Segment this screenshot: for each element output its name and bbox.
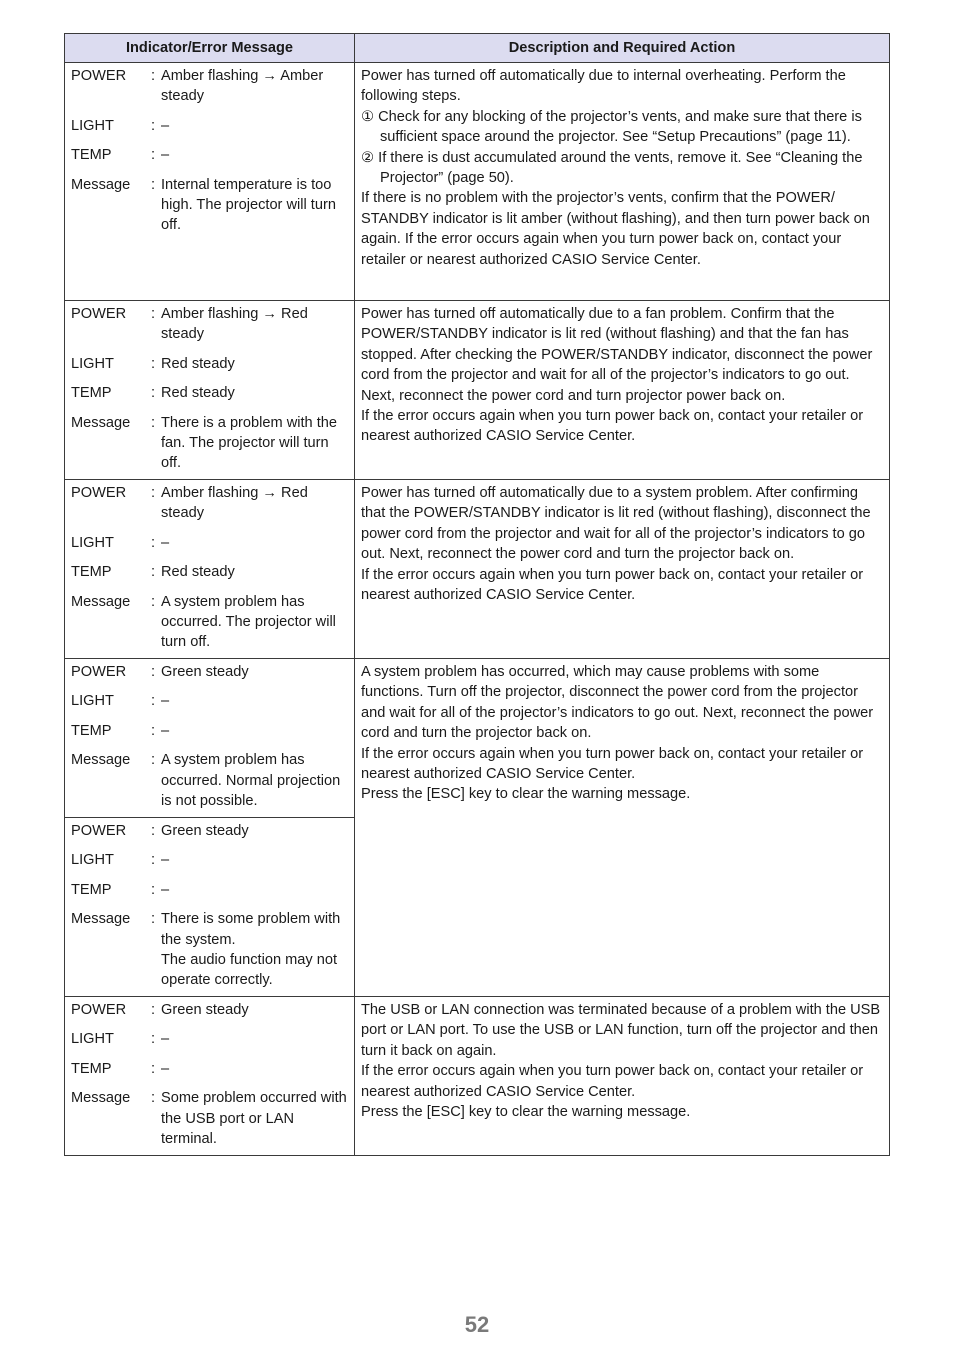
table-row bbox=[65, 997, 890, 1156]
message-line: There is some problem with the system. bbox=[161, 911, 341, 948]
indicator-label: Message bbox=[71, 176, 131, 193]
indicator-value: Green steady bbox=[161, 664, 249, 680]
indicator-label: POWER bbox=[71, 306, 127, 322]
indicator-value bbox=[161, 900, 348, 991]
indicator-value: Some problem occurred with the USB port or LAN terminal. bbox=[161, 1090, 347, 1148]
indicator-value: – bbox=[161, 693, 170, 710]
colon: : bbox=[151, 564, 156, 581]
colon: : bbox=[151, 722, 156, 739]
indicator-value: – bbox=[161, 852, 170, 869]
colon: : bbox=[151, 664, 156, 680]
colon: : bbox=[151, 1002, 156, 1018]
description-paragraph: Press the [ESC] key to clear the warning message. bbox=[361, 1104, 691, 1121]
indicator-value: A system problem has occurred. The projector will turn off. bbox=[161, 593, 336, 651]
indicator-list bbox=[71, 66, 348, 236]
indicator-label: LIGHT bbox=[71, 1031, 114, 1048]
indicator-value: A system problem has occurred. Normal projection is not possible. bbox=[161, 752, 341, 810]
indicator-value: Green steady bbox=[161, 1002, 249, 1018]
colon: : bbox=[151, 176, 156, 193]
description-paragraph: Power has turned off automatically due to a system problem. After confirming that the POWER/STANDBY indicator is lit red (without flashing), disconnect the power cord from the projector and wait for all of the projector’s indicators to go out. Next, reconnect the power cord and turn the projector back on. bbox=[361, 485, 871, 563]
indicator-cell bbox=[65, 997, 355, 1156]
description-paragraph: If the error occurs again when you turn power back on, contact your retailer or nearest authorized CASIO Service Center. bbox=[361, 408, 864, 445]
indicator-list bbox=[71, 821, 348, 991]
indicator-cell bbox=[65, 480, 355, 659]
indicator-value: Red steady bbox=[161, 355, 235, 372]
indicator-cell bbox=[65, 301, 355, 480]
error-indicator-table bbox=[64, 33, 890, 1156]
description-paragraph: Power has turned off automatically due to a fan problem. Confirm that the POWER/STANDBY indicator is lit red (without flashing) and that the fan has stopped. After checking the POWER/STANDBY indicator, disconnect the power cord from the projector and wait for all of the projector’s indicators to go out. Next, reconnect the power cord and turn projector power back on. bbox=[361, 306, 873, 404]
colon: : bbox=[151, 1060, 156, 1077]
indicator-label: LIGHT bbox=[71, 534, 114, 551]
page-number: 52 bbox=[464, 1312, 490, 1337]
description-step: ① Check for any blocking of the projector’s vents, and make sure that there is sufficient space around the projector. See “Setup Precautions” (page 11). bbox=[361, 108, 862, 146]
indicator-list bbox=[71, 304, 348, 474]
colon: : bbox=[151, 534, 156, 551]
description-paragraph: If the error occurs again when you turn power back on, contact your retailer or nearest authorized CASIO Service Center. bbox=[361, 745, 864, 783]
colon: : bbox=[151, 385, 156, 402]
description-paragraph: If the error occurs again when you turn power back on, contact your retailer or nearest authorized CASIO Service Center. bbox=[361, 1063, 864, 1100]
colon: : bbox=[151, 355, 156, 372]
table-row bbox=[65, 659, 890, 818]
indicator-label: Message bbox=[71, 593, 131, 610]
indicator-label: LIGHT bbox=[71, 693, 114, 710]
indicator-value: – bbox=[161, 1031, 170, 1048]
colon: : bbox=[151, 306, 156, 322]
colon: : bbox=[151, 117, 156, 134]
indicator-label: POWER bbox=[71, 823, 127, 839]
table-header-row bbox=[65, 34, 890, 63]
message-line: The audio function may not operate correctly. bbox=[161, 952, 338, 989]
indicator-list bbox=[71, 662, 348, 811]
indicator-label: Message bbox=[71, 414, 131, 431]
indicator-value: – bbox=[161, 117, 170, 134]
colon: : bbox=[151, 593, 156, 610]
indicator-value: Internal temperature is too high. The projector will turn off. bbox=[161, 176, 336, 234]
indicator-value: – bbox=[161, 722, 170, 739]
description-paragraph: If the error occurs again when you turn power back on, contact your retailer or nearest authorized CASIO Service Center. bbox=[361, 566, 864, 604]
indicator-cell bbox=[65, 659, 355, 818]
indicator-label: POWER bbox=[71, 68, 127, 84]
colon: : bbox=[151, 823, 156, 839]
indicator-label: POWER bbox=[71, 1002, 127, 1018]
indicator-label: POWER bbox=[71, 485, 127, 501]
table-row bbox=[65, 301, 890, 480]
description-cell bbox=[355, 301, 890, 480]
colon: : bbox=[151, 68, 156, 84]
indicator-value: – bbox=[161, 147, 170, 164]
table-row bbox=[65, 63, 890, 301]
indicator-label: TEMP bbox=[71, 147, 112, 164]
indicator-label: TEMP bbox=[71, 564, 112, 581]
description-paragraph: The USB or LAN connection was terminated because of a problem with the USB port or LAN port. To use the USB or LAN function, turn off the projector and then turn it back on again. bbox=[361, 1002, 881, 1059]
indicator-cell bbox=[65, 63, 355, 301]
indicator-label: Message bbox=[71, 911, 131, 928]
colon: : bbox=[151, 911, 156, 928]
indicator-label: TEMP bbox=[71, 722, 112, 739]
header-description: Description and Required Action bbox=[355, 34, 890, 63]
indicator-value: – bbox=[161, 1060, 170, 1077]
description-cell bbox=[355, 63, 890, 301]
indicator-label: Message bbox=[71, 1090, 131, 1107]
colon: : bbox=[151, 485, 156, 501]
description-paragraph: Press the [ESC] key to clear the warning message. bbox=[361, 786, 691, 803]
indicator-label: TEMP bbox=[71, 385, 112, 402]
indicator-cell bbox=[65, 818, 355, 997]
colon: : bbox=[151, 693, 156, 710]
indicator-list bbox=[71, 1000, 348, 1149]
description-cell bbox=[355, 480, 890, 659]
indicator-value: Red steady bbox=[161, 564, 235, 581]
colon: : bbox=[151, 147, 156, 164]
colon: : bbox=[151, 852, 156, 869]
colon: : bbox=[151, 881, 156, 898]
indicator-label: LIGHT bbox=[71, 117, 114, 134]
description-paragraph: A system problem has occurred, which may cause problems with some functions. Turn off the projector, disconnect the power cord from the projector and wait for all of the projector’s indicators to go out. Next, reconnect the power cord and turn the projector back on. bbox=[361, 664, 874, 742]
indicator-value: There is a problem with the fan. The projector will turn off. bbox=[161, 414, 338, 472]
indicator-label: TEMP bbox=[71, 1060, 112, 1077]
indicator-value: Red steady bbox=[161, 385, 235, 402]
indicator-label: LIGHT bbox=[71, 355, 114, 372]
description-cell bbox=[355, 659, 890, 997]
indicator-list bbox=[71, 483, 348, 653]
colon: : bbox=[151, 1031, 156, 1048]
indicator-value: Amber flashing → Amber steady bbox=[161, 68, 324, 105]
colon: : bbox=[151, 1090, 156, 1107]
description-cell bbox=[355, 997, 890, 1156]
colon: : bbox=[151, 752, 156, 769]
indicator-label: POWER bbox=[71, 664, 127, 680]
description-step: ② If there is dust accumulated around the vents, remove it. See “Cleaning the Projector” (page 50). bbox=[361, 149, 863, 187]
indicator-value: Green steady bbox=[161, 823, 249, 839]
indicator-label: LIGHT bbox=[71, 852, 114, 869]
indicator-value: Amber flashing → Red steady bbox=[161, 306, 308, 343]
table-row bbox=[65, 480, 890, 659]
description-paragraph: Power has turned off automatically due to internal overheating. Perform the following steps. bbox=[361, 68, 846, 105]
description-paragraph: If there is no problem with the projector’s vents, confirm that the POWER/ STANDBY indicator is lit amber (without flashing), and then turn power back on again. If the error occurs again when you turn power back on, contact your retailer or nearest authorized CASIO Service Center. bbox=[361, 190, 870, 268]
indicator-label: TEMP bbox=[71, 881, 112, 898]
indicator-value: – bbox=[161, 881, 170, 898]
indicator-value: – bbox=[161, 534, 170, 551]
colon: : bbox=[151, 414, 156, 431]
indicator-label: Message bbox=[71, 752, 131, 769]
header-indicator: Indicator/Error Message bbox=[65, 34, 355, 63]
indicator-value: Amber flashing → Red steady bbox=[161, 485, 308, 522]
